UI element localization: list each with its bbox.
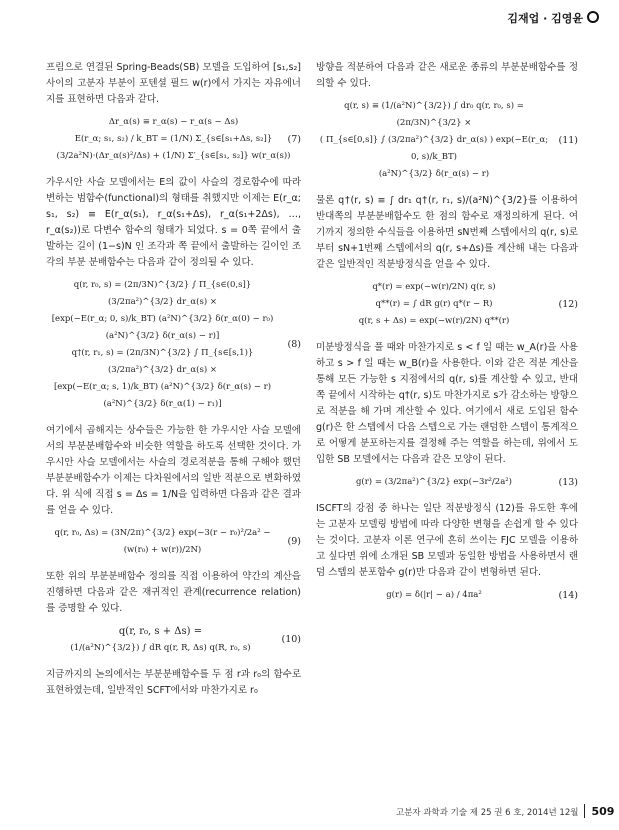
equation-12-line: q*(r) = exp(−w(r)/2N) q(r, s) <box>372 282 496 292</box>
equation-13 <box>316 474 578 491</box>
equation-number: (7) <box>287 133 301 145</box>
left-paragraph-5: 지금까지의 논의에서는 부분분배함수를 두 점 r과 r₀의 함수로 표현하였는데, 일반적인 SCFT에서와 마찬가지로 r₀ <box>46 669 301 696</box>
left-paragraph-4: 또한 위의 부분분배함수 정의를 직접 이용하여 약간의 계산을 진행하면 다음과 같은 재귀적인 관계(recurrence relation)를 증명할 수 있다. <box>46 571 301 614</box>
footer-divider <box>584 804 585 818</box>
right-paragraph-2: 물론 q†(r, s) ≡ ∫ dr₁ q†(r, r₁, s)/(a²N)^{3/2}를 이용하여 반대쪽의 부분분배함수도 한 점의 함수로 재정의하게 된다. 여기까지 정의한 수식들을 이용하면 sN번째 스텝에서의 q(r, s)로부터 sN+1번째 스텝에서의 q(r, s+Δs)를 계산해 내는 다음과 같은 일반적인 적분방정식을 얻을 수 있다. <box>316 195 578 270</box>
right-column <box>316 60 578 614</box>
right-paragraph-4: ISCFT의 강점 중 하나는 일단 적분방정식 (12)를 유도한 후에는 고분자 모델링 방법에 따라 다양한 변형을 손쉽게 할 수 있다는 것이다. 고분자 이론 연구에 흔히 쓰이는 FJC 모델을 이용하고 싶다면 위에 소개된 SB 모델과 동일한 방법을 사용하면서 랜덤 스텝의 분포함수 g(r)만 다음과 같이 변형하면 된다. <box>316 503 578 578</box>
equation-number: (8) <box>287 339 301 350</box>
header-authors: 김재업 · 김영윤 <box>507 12 583 25</box>
right-paragraph-3: 미분방정식을 풀 때와 마찬가지로 s < f 일 때는 w_A(r)을 사용하고 s > f 일 때는 w_B(r)을 사용한다. 이와 같은 적분 계산을 통해 모든 가능한 s 지점에서의 q(r, s)를 계산할 수 있고, 반대쪽 끝에서 시작하는 q†(r, s)도 마찬가지로 s가 감소하는 방향으로 적분을 해 가며 계산할 수 있다. 여기에서 새로 도입된 함수 g(r)은 한 스텝에서 다음 스텝으로 가는 랜덤한 스텝이 통계적으로 어떻게 분포하는지를 결정해 주는 역할을 하는데, 위에서 도입한 SB 모델에서는 다음과 같은 모양이 된다. <box>316 342 578 465</box>
equation-number: (10) <box>281 634 301 645</box>
equation-10-line: q(r, r₀, s + Δs) = <box>118 626 203 637</box>
equation-10-line: (1/(a²N)^{3/2}) ∫ dR q(r, R, Δs) q(R, r₀, s) <box>70 643 251 653</box>
equation-7 <box>46 114 301 165</box>
equation-11-line: (a²N)^{3/2} δ(r_α(s) − r) <box>378 169 490 179</box>
equation-8-line: [exp(−E(r_α; s, 1)/k_BT) (a²N)^{3/2} δ(r_α(s) − r) (a²N)^{3/2} δ(r_α(1) − r₁)] <box>53 382 272 409</box>
left-paragraph-1: 프림으로 연결된 Spring-Beads(SB) 모델을 도입하여 [s₁,s₂] 사이의 고분자 부분이 포텐셜 필드 w(r)에서 가지는 자유에너지를 표현하면 다음과 같다. <box>46 62 301 105</box>
equation-9 <box>46 525 301 559</box>
page-number: 509 <box>591 805 615 818</box>
equation-number: (13) <box>558 476 578 488</box>
equation-14 <box>316 587 578 604</box>
equation-9-line: q(r, r₀, Δs) = (3N/2π)^{3/2} exp(−3(r − r₀)²/2a² − (w(r₀) + w(r))/2N) <box>54 528 271 555</box>
equation-7-line: E(r_α; s₁, s₂) / k_BT = (1/N) Σ_{s∈[s₁+Δs, s₂]} (3/2a²N)·(Δr_α(s)²/Δs) + (1/N) Σ′_{s∈[s₁, s₂]} w(r_α(s)) <box>56 134 291 161</box>
journal-info: 고분자 과학과 기술 제 25 권 6 호, 2014년 12월 <box>396 808 579 818</box>
equation-8 <box>46 277 301 413</box>
page-footer <box>396 804 614 818</box>
equation-10 <box>46 623 301 657</box>
equation-12-line: q**(r) = ∫ dR g(r) q*(r − R) <box>375 299 493 309</box>
circle-icon <box>587 11 599 23</box>
equation-14-line: g(r) = δ(|r| − a) / 4πa² <box>386 590 482 600</box>
left-paragraph-3: 여기에서 곱해지는 상수들은 가능한 한 가우시안 사슬 모델에서의 부분분배함수와 비슷한 역할을 하도록 선택한 것이다. 가우시안 사슬 모델에서는 사슬의 경로적분을 통해 구해야 했던 부분분배함수가 이제는 다차원에서의 일반 적분으로 변화하였다. 위 식에 직접 s = Δs = 1/N을 입력하면 다음과 같은 결과를 얻을 수 있다. <box>46 425 301 516</box>
equation-12-line: q(r, s + Δs) = exp(−w(r)/2N) q**(r) <box>358 316 510 326</box>
equation-12 <box>316 279 578 330</box>
running-header <box>507 10 599 26</box>
equation-8-line: q(r, r₀, s) = (2π/3N)^{3/2} ∫ Π_{s∈(0,s]} (3/2πa²)^{3/2} dr_α(s) × <box>73 280 252 307</box>
left-paragraph-2: 가우시안 사슬 모델에서는 E의 값이 사슬의 경로함수에 따라 변하는 범함수(functional)의 형태를 취했지만 이제는 E(r_α; s₁, s₂) ≡ E(r_α(s₁), r_α(s₁+Δs), r_α(s₁+2Δs), …, r_α(s₂))로 다변수 함수의 형태가 되었다. s = 0쪽 끝에서 출발하는 길이 (1−s)N 인 조각과 쪽 끝에서 출발하는 길이인 조각의 부분 분배함수는 다음과 같이 정의될 수 있다. <box>46 177 301 268</box>
equation-8-line: [exp(−E(r_α; 0, s)/k_BT) (a²N)^{3/2} δ(r_α(0) − r₀) (a²N)^{3/2} δ(r_α(s) − r)] <box>51 314 274 341</box>
equation-number: (11) <box>558 134 578 146</box>
equation-7-line: Δr_α(s) ≡ r_α(s) − r_α(s − Δs) <box>108 117 239 127</box>
equation-11-line: q(r, s) ≡ (1/(a²N)^{3/2}) ∫ dr₀ q(r, r₀, s) = (2π/3N)^{3/2} × <box>344 101 524 128</box>
equation-11 <box>316 98 578 183</box>
equation-11-line: ( Π_{s∈[0,s]} ∫ (3/2πa²)^{3/2} dr_α(s) ) exp(−E(r_α; 0, s)/k_BT) <box>319 135 549 162</box>
right-paragraph-1: 방향을 적분하여 다음과 같은 새로운 종류의 부분분배함수를 정의할 수 있다. <box>316 62 578 89</box>
equation-number: (12) <box>558 298 578 310</box>
equation-8-line: q†(r, r₁, s) = (2π/3N)^{3/2} ∫ Π_{s∈[s,1)} (3/2πa²)^{3/2} dr_α(s) × <box>71 348 254 375</box>
equation-13-line: g(r) = (3/2πa²)^{3/2} exp(−3r²/2a²) <box>355 477 512 487</box>
left-column <box>46 60 301 705</box>
equation-number: (9) <box>287 536 301 547</box>
equation-number: (14) <box>558 589 578 601</box>
